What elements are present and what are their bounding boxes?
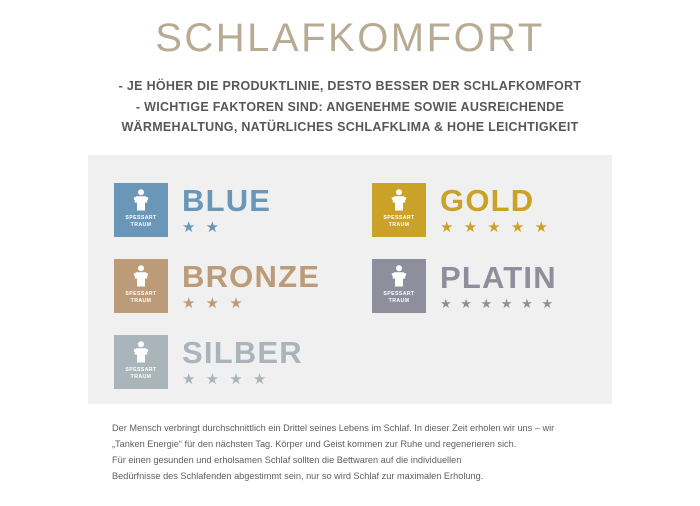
badge-brand-line1: SPESSART xyxy=(125,215,157,221)
product-item-platin[interactable] xyxy=(372,259,557,313)
product-label-group xyxy=(182,337,303,387)
product-label-group xyxy=(182,185,271,235)
product-star-rating: ★ ★ xyxy=(182,219,223,236)
knight-figure-icon xyxy=(131,188,151,214)
product-star-rating: ★ ★ ★ ★ xyxy=(182,371,270,388)
brand-badge xyxy=(114,183,168,237)
badge-brand-line1: SPESSART xyxy=(125,367,157,373)
product-item-blue[interactable] xyxy=(114,183,271,237)
badge-brand-line2: TRAUM xyxy=(130,374,152,381)
product-name: BLUE xyxy=(182,183,272,218)
header-bullet-1: - JE HÖHER DIE PRODUKTLINIE, DESTO BESSER DER SCHLAFKOMFORT xyxy=(118,79,582,93)
product-name: GOLD xyxy=(440,183,535,218)
product-name: BRONZE xyxy=(182,259,321,294)
knight-figure-icon xyxy=(131,340,151,366)
footer-text xyxy=(112,420,592,484)
product-name: SILBER xyxy=(182,335,303,370)
brand-badge xyxy=(372,183,426,237)
footer-line-4: Bedürfnisse des Schlafenden abgestimmt sein, nur so wird Schlaf zur maximalen Erholung. xyxy=(112,471,484,482)
header-bullet-3: WÄRMEHALTUNG, NATÜRLICHES SCHLAFKLIMA & HOHE LEICHTIGKEIT xyxy=(121,120,579,135)
badge-brand-line2: TRAUM xyxy=(130,222,152,229)
product-label-group xyxy=(440,185,551,235)
footer-line-1: Der Mensch verbringt durchschnittlich ein Drittel seines Lebens im Schlaf. In dieser Zeit erholen wir uns – wir xyxy=(112,423,555,433)
badge-brand-line2: TRAUM xyxy=(388,298,410,305)
brand-badge xyxy=(114,259,168,313)
knight-figure-icon xyxy=(389,264,409,290)
brand-badge xyxy=(372,259,426,313)
product-lines-panel xyxy=(88,155,612,404)
product-name: PLATIN xyxy=(440,260,557,295)
header-bullet-2: - WICHTIGE FAKTOREN SIND: ANGENEHME SOWIE AUSREICHENDE xyxy=(135,99,565,114)
product-label-group xyxy=(182,261,320,311)
knight-figure-icon xyxy=(131,264,151,290)
knight-figure-icon xyxy=(389,188,409,214)
footer-line-2: „Tanken Energie“ für den nächsten Tag. Körper und Geist kommen zur Ruhe und regenerieren sich. xyxy=(112,439,517,450)
badge-brand-line2: TRAUM xyxy=(388,222,410,229)
brand-badge xyxy=(114,335,168,389)
badge-brand-line1: SPESSART xyxy=(383,215,415,221)
product-star-rating: ★ ★ ★ ★ ★ xyxy=(440,219,551,236)
product-item-gold[interactable] xyxy=(372,183,551,237)
product-star-rating: ★ ★ ★ ★ ★ ★ xyxy=(440,296,556,311)
page-title: SCHLAFKOMFORT xyxy=(155,16,545,60)
product-item-bronze[interactable] xyxy=(114,259,320,313)
header-bullet-list xyxy=(0,76,700,138)
product-item-silber[interactable] xyxy=(114,335,303,389)
badge-brand-line1: SPESSART xyxy=(383,291,415,297)
badge-brand-line1: SPESSART xyxy=(125,291,157,297)
footer-line-3: Für einen gesunden und erholsamen Schlaf sollten die Bettwaren auf die individuellen xyxy=(112,455,462,466)
badge-brand-line2: TRAUM xyxy=(130,298,152,305)
product-lines-grid xyxy=(88,155,612,404)
product-label-group xyxy=(440,262,557,310)
product-star-rating: ★ ★ ★ xyxy=(182,295,246,312)
